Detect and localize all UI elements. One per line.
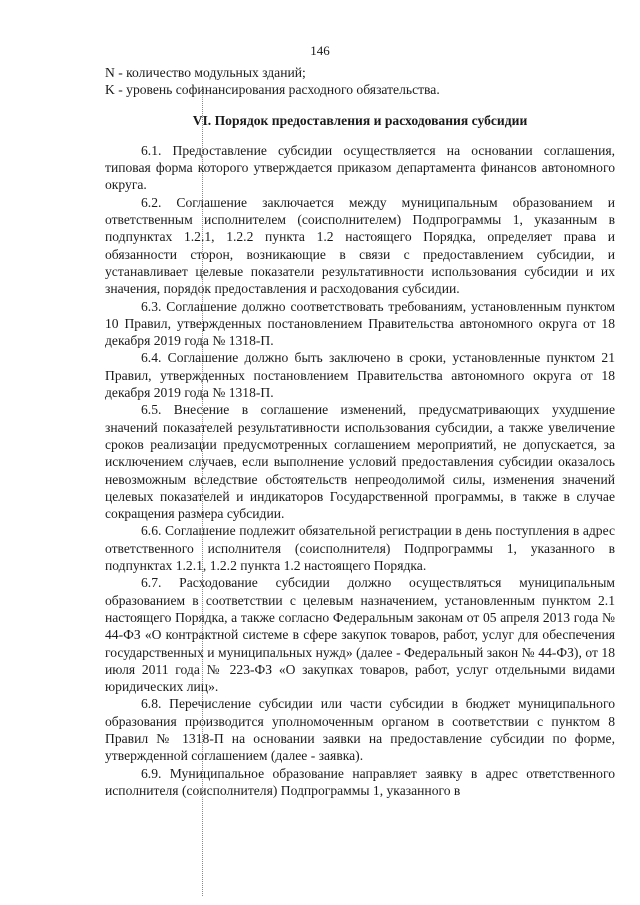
paragraph-6-9: 6.9. Муниципальное образование направляет заявку в адрес ответственного исполнителя (соисполнителя) Подпрограммы 1, указанного в	[105, 765, 615, 798]
paragraph-6-4: 6.4. Соглашение должно быть заключено в сроки, установленные пунктом 21 Правил, утвержденных постановлением Правительства автономного округа от 18 декабря 2019 года № 1318-П.	[105, 350, 615, 401]
intro-line: K - уровень софинансирования расходного обязательства.	[105, 82, 440, 98]
paragraph-6-6: 6.6. Соглашение подлежит обязательной регистрации в день поступления в адрес ответственного исполнителя (соисполнителя) Подпрограммы 1, указанного в подпунктах 1.2.1, 1.2.2 пункта 1.2 настоящего Порядка.	[105, 523, 615, 574]
intro-line: N - количество модульных зданий;	[105, 65, 306, 80]
paragraph-6-5: 6.5. Внесение в соглашение изменений, предусматривающих ухудшение значений показателей результативности использования субсидии, а также увеличение сроков реализации предусмотренных соглашением мероприятий, не допускается, за исключением случаев, если выполнение условий предоставления субсидии оказалось невозможным вследствие обстоятельств непреодолимой силы, изменения значений целевых показателей и индикаторов Государственной программы, в также в случае сокращения размера субсидии.	[105, 402, 615, 522]
intro-lines	[105, 64, 615, 99]
document-body	[105, 64, 615, 799]
paragraph-6-7: 6.7. Расходование субсидии должно осуществляться муниципальным образованием в соответствии с целевым назначением, установленным пунктом 2.1 настоящего Порядка, а также согласно Федеральным законам от 05 апреля 2013 года № 44-ФЗ «О контрактной системе в сфере закупок товаров, работ, услуг для обеспечения государственных и муниципальных нужд» (далее - Федеральный закон № 44-ФЗ), от 18 июля 2011 года № 223-ФЗ «О закупках товаров, работ, услуг отдельными видами юридических лиц».	[105, 575, 615, 695]
section-heading: VI. Порядок предоставления и расходования субсидии	[192, 112, 528, 128]
page-number: 146	[310, 43, 330, 58]
paragraph-6-2: 6.2. Соглашение заключается между муниципальным образованием и ответственным исполнителем (соисполнителем) Подпрограммы 1, указанным в подпунктах 1.2.1, 1.2.2 пункта 1.2 настоящего Порядка, определяет права и обязанности сторон, возникающие в связи с предоставлением субсидии, и устанавливает целевые показатели результативности использования субсидии и их значения, порядок предоставления и расходования субсидии.	[105, 194, 615, 297]
paragraph-6-8: 6.8. Перечисление субсидии или части субсидии в бюджет муниципального образования производится уполномоченным органом в соответствии с пунктом 8 Правил № 1318-П на основании заявки на предоставление субсидии по форме, утвержденной соглашением (далее - заявка).	[105, 696, 615, 764]
paragraph-6-1: 6.1. Предоставление субсидии осуществляется на основании соглашения, типовая форма которого утверждается приказом департамента финансов автономного округа.	[105, 142, 615, 193]
paragraph-6-3: 6.3. Соглашение должно соответствовать требованиям, установленным пунктом 10 Правил, утвержденных постановлением Правительства автономного округа от 18 декабря 2019 года № 1318-П.	[105, 298, 615, 349]
